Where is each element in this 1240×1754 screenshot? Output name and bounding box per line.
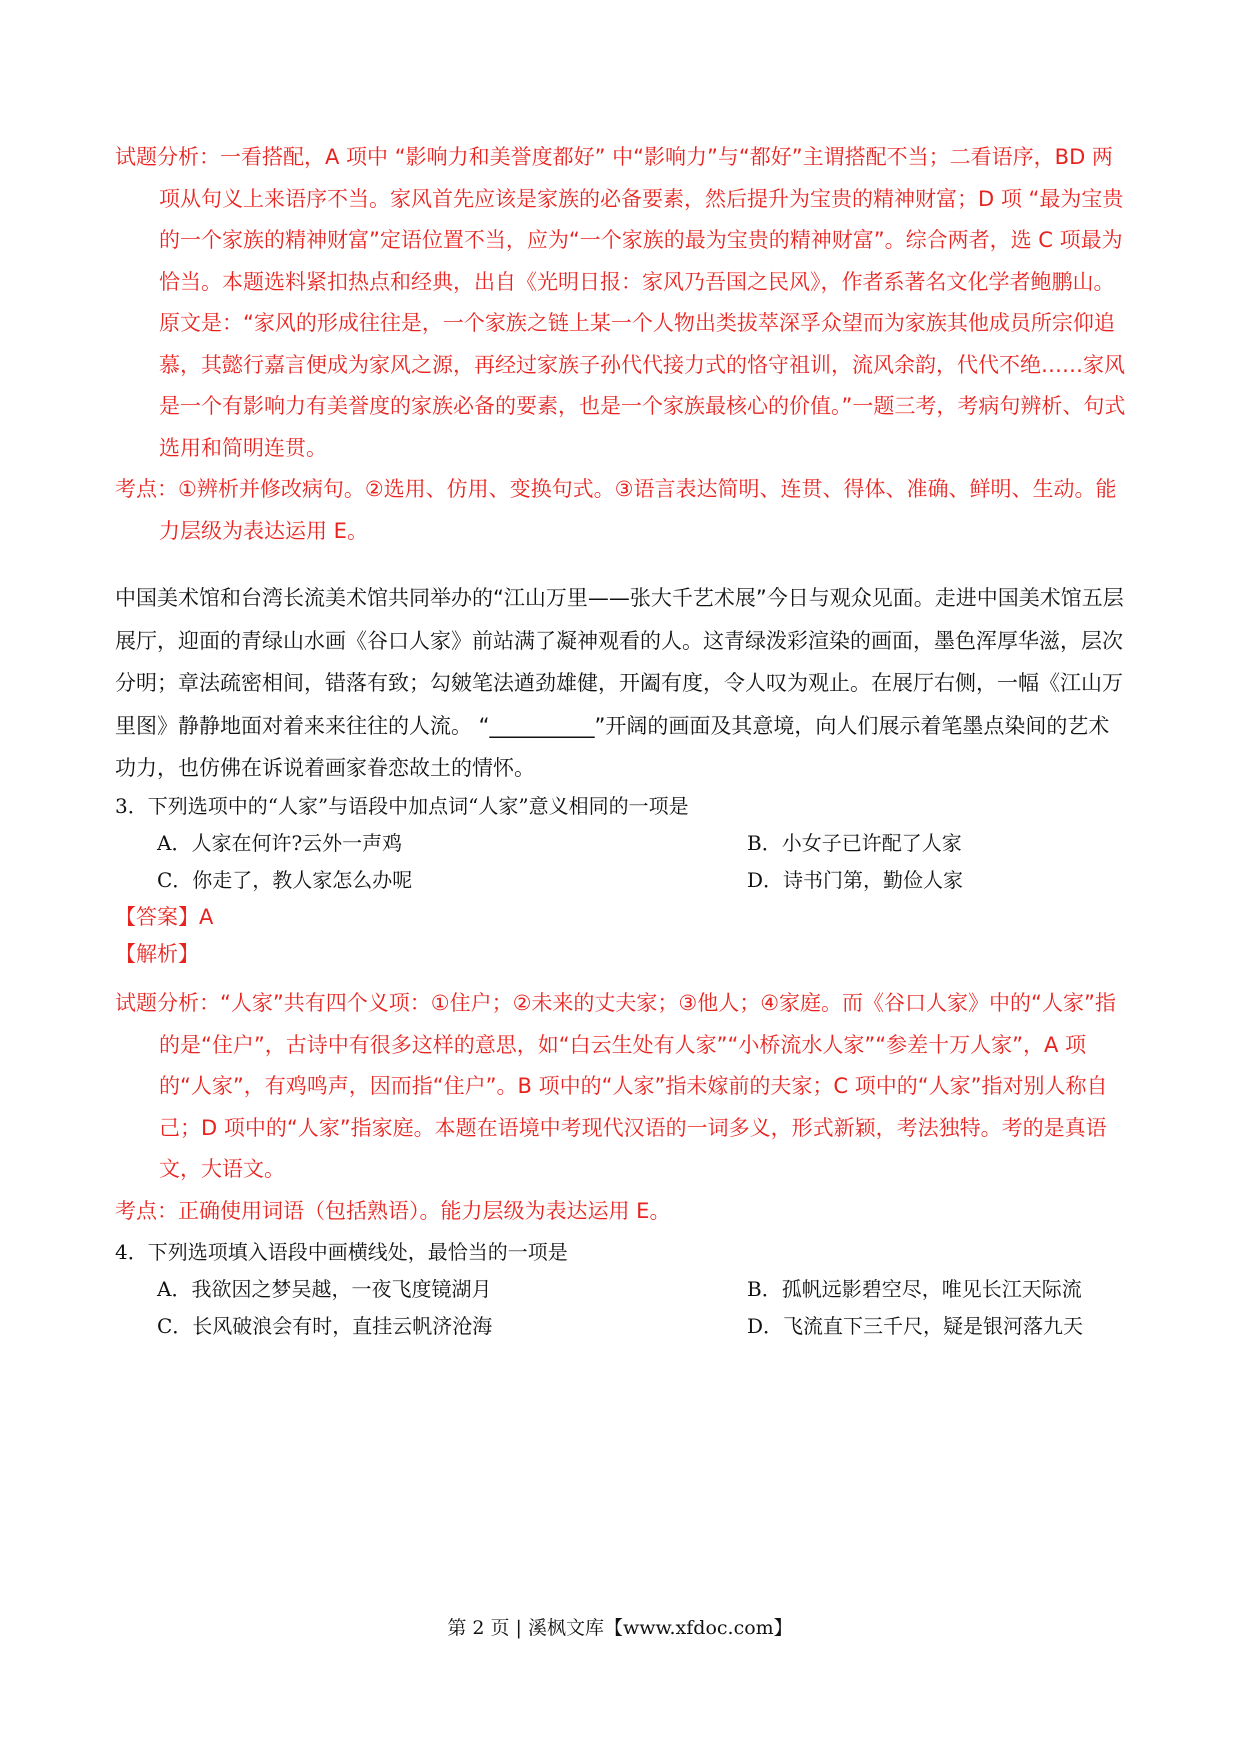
q3-kaodian: 考点：正确使用词语（包括熟语）。能力层级为表达运用 E。: [115, 1198, 671, 1223]
q3-option-a[interactable]: A．人家在何许?云外一声鸡: [157, 831, 403, 855]
q3-answer: 【答案】A: [115, 905, 214, 929]
q3-analysis: 试题分析：“人家”共有四个义项：①住户；②未来的丈夫家；③他人；④家庭。而《谷口人家》中的“人家”指的是“住户”，古诗中有很多这样的意思，如“白云生处有人家”“小桥流水人家”“参差十万人家”，A 项的“人家”，有鸡鸣声，因而指“住户”。B 项中的“人家”指未嫁前的夫家；C 项中的“人家”指对别人称自己；D 项中的“人家”指家庭。本题在语境中考现代汉语的一词多义，形式新颖，考法独特。考的是真语文，大语文。: [115, 991, 1116, 1181]
q3-jiexi-label: 【解析】: [115, 942, 199, 966]
q4-option-b[interactable]: B．孤帆远影碧空尽，唯见长江天际流: [747, 1277, 1082, 1301]
page-footer: 第 2 页 | 溪枫文库【www.xfdoc.com】: [447, 1617, 793, 1639]
q4-option-c[interactable]: C．长风破浪会有时，直挂云帆济沧海: [157, 1314, 493, 1338]
q3-analysis-block: [115, 983, 1130, 1232]
q4-option-d[interactable]: D．飞流直下三千尺，疑是银河落九天: [747, 1314, 1084, 1338]
question-3: [115, 788, 1130, 973]
q4-option-a[interactable]: A．我欲因之梦吴越，一夜飞度镜湖月: [157, 1277, 492, 1301]
q3-option-d[interactable]: D．诗书门第，勤俭人家: [747, 868, 964, 892]
q4-stem: 4．下列选项填入语段中画横线处，最恰当的一项是: [115, 1240, 568, 1264]
question-4: [115, 1234, 1130, 1345]
q3-stem: 3．下列选项中的“人家”与语段中加点词“人家”意义相同的一项是: [115, 794, 689, 818]
q4-options: [115, 1271, 1130, 1345]
q2-analysis: 试题分析：一看搭配，A 项中 “影响力和美誉度都好” 中“影响力”与“都好”主谓搭配不当；二看语序，BD 两项从句义上来语序不当。家风首先应该是家族的必备要素，然后提升为宝贵的精神财富；D 项 “最为宝贵的一个家族的精神财富”定语位置不当，应为“一个家族的最为宝贵的精神财富”。综合两者，选 C 项最为恰当。本题选料紧扣热点和经典，出自《光明日报：家风乃吾国之民风》，作者系著名文化学者鲍鹏山。原文是：“家风的形成往往是，一个家族之链上某一个人物出类拔萃深孚众望而为家族其他成员所宗仰追慕，其懿行嘉言便成为家风之源，再经过家族子孙代代接力式的恪守祖训，流风余韵，代代不绝……家风是一个有影响力有美誉度的家族必备的要素，也是一个家族最核心的价值。”一题三考，考病句辨析、句式选用和简明连贯。: [115, 145, 1126, 460]
q2-kaodian: 考点：①辨析并修改病句。②选用、仿用、变换句式。③语言表达简明、连贯、得体、准确、鲜明、生动。能力层级为表达运用 E。: [115, 477, 1117, 543]
q3-option-b[interactable]: B．小女子已许配了人家: [747, 831, 962, 855]
q3-options: [115, 825, 1130, 899]
passage-block: [115, 577, 1130, 790]
passage-text: 中国美术馆和台湾长流美术馆共同举办的“江山万里——张大千艺术展”今日与观众见面。走进中国美术馆五层展厅，迎面的青绿山水画《谷口人家》前站满了凝神观看的人。这青绿泼彩渲染的画面，墨色浑厚华滋，层次分明；章法疏密相间，错落有致；勾皴笔法遒劲雄健，开阖有度，令人叹为观止。在展厅右侧，一幅《江山万里图》静静地面对着来来往往的人流。 “__________”开阔的画面及其意境，向人们展示着笔墨点染间的艺术功力，也仿佛在诉说着画家眷恋故土的情怀。: [115, 586, 1124, 780]
q2-analysis-block: [115, 137, 1130, 552]
q3-option-c[interactable]: C．你走了，教人家怎么办呢: [157, 868, 413, 892]
